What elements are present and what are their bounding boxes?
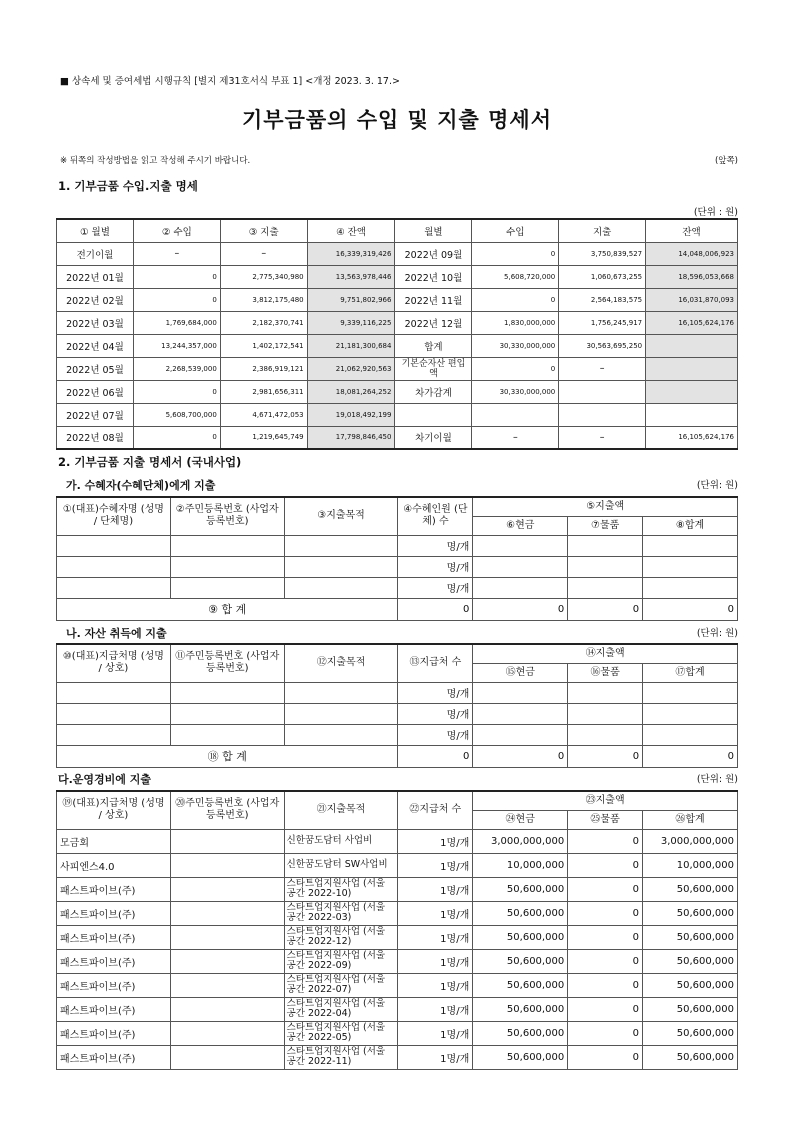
total-cell xyxy=(643,724,738,745)
amount-cell: 13,563,978,446 xyxy=(307,265,395,288)
payee-count-cell: 명/개 xyxy=(398,577,473,598)
cash-cell: 50,600,000 xyxy=(473,925,568,949)
cash-cell: 50,600,000 xyxy=(473,901,568,925)
payee-name-cell xyxy=(57,724,171,745)
amount-cell: 30,563,695,250 xyxy=(559,334,646,357)
purpose-cell: 스타트업지원사업 (서울 공간 2022-10) xyxy=(284,877,398,901)
purpose-cell xyxy=(284,556,398,577)
registration-number-cell xyxy=(170,556,284,577)
amount-cell: 9,339,116,225 xyxy=(307,311,395,334)
payee-name-cell: 패스트파이브(주) xyxy=(57,925,171,949)
amount-cell: 0 xyxy=(472,357,559,380)
amount-cell xyxy=(646,357,738,380)
total-cell: 50,600,000 xyxy=(643,901,738,925)
payee-name-cell xyxy=(57,556,171,577)
cash-cell: 10,000,000 xyxy=(473,853,568,877)
cash-cell: 50,600,000 xyxy=(473,997,568,1021)
cash-cell xyxy=(473,535,568,556)
purpose-cell xyxy=(284,724,398,745)
table-header-row xyxy=(57,219,738,242)
beneficiary-expense-table xyxy=(56,496,738,621)
total-cell: 50,600,000 xyxy=(643,1021,738,1045)
section1-title: 1. 기부금품 수입.지출 명세 xyxy=(58,179,198,193)
goods-cell: 0 xyxy=(568,997,643,1021)
registration-number-cell xyxy=(170,577,284,598)
asset-expense-table xyxy=(56,643,738,768)
month-cell: 합계 xyxy=(395,334,472,357)
total-value-cell: 0 xyxy=(643,598,738,620)
column-header: ② 수입 xyxy=(133,219,220,242)
cash-cell xyxy=(473,703,568,724)
payee-name-cell xyxy=(57,577,171,598)
amount-cell: 30,330,000,000 xyxy=(472,334,559,357)
column-header: 월별 xyxy=(395,219,472,242)
total-cell: 50,600,000 xyxy=(643,973,738,997)
amount-cell: 1,756,245,917 xyxy=(559,311,646,334)
purpose-cell xyxy=(284,535,398,556)
purpose-cell: 스타트업지원사업 (서울 공간 2022-09) xyxy=(284,949,398,973)
amount-cell: 30,330,000,000 xyxy=(472,380,559,403)
column-header: ① 월별 xyxy=(57,219,134,242)
payee-count-cell: 1명/개 xyxy=(398,877,473,901)
amount-cell: 21,062,920,563 xyxy=(307,357,395,380)
payee-count-cell: 1명/개 xyxy=(398,853,473,877)
cash-header: ⑮현금 xyxy=(473,663,568,682)
section-da-unit: (단위: 원) xyxy=(696,774,738,785)
amount-cell: 16,105,624,176 xyxy=(646,426,738,449)
cash-header: ⑥현금 xyxy=(473,516,568,535)
month-cell: 2022년 03월 xyxy=(57,311,134,334)
payee-name-cell: 패스트파이브(주) xyxy=(57,1021,171,1045)
cash-cell: 50,600,000 xyxy=(473,1021,568,1045)
goods-cell: 0 xyxy=(568,973,643,997)
section-na-unit: (단위: 원) xyxy=(696,628,738,639)
amount-cell: 0 xyxy=(133,265,220,288)
amount-cell: 5,608,720,000 xyxy=(472,265,559,288)
expense-amount-header: ㉓지출액 xyxy=(473,791,738,810)
table-header-row xyxy=(57,644,738,663)
column-header: 수입 xyxy=(472,219,559,242)
month-cell: 2022년 10월 xyxy=(395,265,472,288)
registration-number-cell xyxy=(170,853,284,877)
cash-cell xyxy=(473,556,568,577)
total-value-cell: 0 xyxy=(568,745,643,767)
purpose-cell: 신한꿈도담터 사업비 xyxy=(284,829,398,853)
table-row xyxy=(57,973,738,997)
total-cell: 50,600,000 xyxy=(643,925,738,949)
expense-amount-header: ⑤지출액 xyxy=(473,497,738,516)
total-header: ㉖합계 xyxy=(643,810,738,829)
total-cell: 50,600,000 xyxy=(643,949,738,973)
table-row xyxy=(57,1045,738,1069)
registration-number-cell xyxy=(170,829,284,853)
purpose-cell xyxy=(284,703,398,724)
registration-number-cell xyxy=(170,535,284,556)
goods-cell: 0 xyxy=(568,901,643,925)
purpose-cell xyxy=(284,682,398,703)
month-cell: 2022년 05월 xyxy=(57,357,134,380)
amount-cell: 2,775,340,980 xyxy=(220,265,307,288)
total-value-cell: 0 xyxy=(473,745,568,767)
payee-count-cell: 1명/개 xyxy=(398,1045,473,1069)
amount-cell: 14,048,006,923 xyxy=(646,242,738,265)
month-cell xyxy=(395,403,472,426)
payee-name-cell: 패스트파이브(주) xyxy=(57,997,171,1021)
amount-cell: 0 xyxy=(472,242,559,265)
month-cell: 2022년 01월 xyxy=(57,265,134,288)
table-row xyxy=(57,1021,738,1045)
amount-cell xyxy=(559,380,646,403)
amount-cell: 2,268,539,000 xyxy=(133,357,220,380)
payee-count-cell: 1명/개 xyxy=(398,829,473,853)
payee-count-cell: 1명/개 xyxy=(398,973,473,997)
cash-header: ㉔현금 xyxy=(473,810,568,829)
table-row xyxy=(57,877,738,901)
amount-cell: 1,830,000,000 xyxy=(472,311,559,334)
amount-cell: 16,031,870,093 xyxy=(646,288,738,311)
income-expense-table xyxy=(56,218,738,450)
table-row xyxy=(57,949,738,973)
goods-cell: 0 xyxy=(568,1021,643,1045)
amount-cell: 16,339,319,426 xyxy=(307,242,395,265)
table-row xyxy=(57,853,738,877)
payee-name-cell: 패스트파이브(주) xyxy=(57,1045,171,1069)
registration-number-cell xyxy=(170,724,284,745)
registration-number-cell xyxy=(170,997,284,1021)
goods-cell: 0 xyxy=(568,925,643,949)
payee-name-cell: 패스트파이브(주) xyxy=(57,877,171,901)
registration-number-cell xyxy=(170,703,284,724)
month-cell: 2022년 02월 xyxy=(57,288,134,311)
payee-count-cell: 1명/개 xyxy=(398,1021,473,1045)
payee-name-header: ①(대표)수혜자명 (성명 / 단체명) xyxy=(57,497,171,535)
goods-cell xyxy=(568,682,643,703)
amount-cell: 1,769,684,000 xyxy=(133,311,220,334)
payee-name-cell xyxy=(57,535,171,556)
cash-cell: 50,600,000 xyxy=(473,1045,568,1069)
cash-cell: 3,000,000,000 xyxy=(473,829,568,853)
payee-count-header: ㉒지급처 수 xyxy=(398,791,473,829)
amount-cell: – xyxy=(472,426,559,449)
month-cell: 2022년 11월 xyxy=(395,288,472,311)
table-row xyxy=(57,288,738,311)
table-header-row xyxy=(57,791,738,810)
amount-cell xyxy=(646,403,738,426)
registration-number-header: ⑪주민등록번호 (사업자등록번호) xyxy=(170,644,284,682)
payee-name-cell xyxy=(57,682,171,703)
amount-cell: 1,060,673,255 xyxy=(559,265,646,288)
purpose-cell: 스타트업지원사업 (서울 공간 2022-11) xyxy=(284,1045,398,1069)
purpose-header: ③지출목적 xyxy=(284,497,398,535)
month-cell: 전기이월 xyxy=(57,242,134,265)
payee-name-cell: 패스트파이브(주) xyxy=(57,949,171,973)
purpose-cell: 스타트업지원사업 (서울 공간 2022-12) xyxy=(284,925,398,949)
payee-name-cell: 사피엔스4.0 xyxy=(57,853,171,877)
table-row xyxy=(57,901,738,925)
goods-header: ⑯물품 xyxy=(568,663,643,682)
month-cell: 2022년 07월 xyxy=(57,403,134,426)
month-cell: 차기이월 xyxy=(395,426,472,449)
purpose-cell: 신한꿈도담터 SW사업비 xyxy=(284,853,398,877)
payee-count-cell: 명/개 xyxy=(398,682,473,703)
section-na-title: 나. 자산 취득에 지출 xyxy=(66,627,167,640)
total-cell: 3,000,000,000 xyxy=(643,829,738,853)
total-cell: 50,600,000 xyxy=(643,997,738,1021)
goods-cell: 0 xyxy=(568,829,643,853)
purpose-header: ⑫지출목적 xyxy=(284,644,398,682)
table-row xyxy=(57,242,738,265)
total-label: ⑨ 합 계 xyxy=(57,598,398,620)
amount-cell: 0 xyxy=(133,426,220,449)
total-cell xyxy=(643,535,738,556)
amount-cell: 5,608,700,000 xyxy=(133,403,220,426)
goods-cell: 0 xyxy=(568,1045,643,1069)
amount-cell xyxy=(472,403,559,426)
payee-count-cell: 1명/개 xyxy=(398,997,473,1021)
table-row xyxy=(57,556,738,577)
page-title: 기부금품의 수입 및 지출 명세서 xyxy=(242,108,552,132)
amount-cell: 3,750,839,527 xyxy=(559,242,646,265)
section-ga-title: 가. 수혜자(수혜단체)에게 지출 xyxy=(66,479,216,492)
goods-cell xyxy=(568,703,643,724)
total-cell xyxy=(643,556,738,577)
goods-cell xyxy=(568,724,643,745)
table-row xyxy=(57,997,738,1021)
table-row xyxy=(57,724,738,745)
registration-number-cell xyxy=(170,973,284,997)
total-cell xyxy=(643,682,738,703)
cash-cell: 50,600,000 xyxy=(473,973,568,997)
month-cell: 2022년 12월 xyxy=(395,311,472,334)
amount-cell: 9,751,802,966 xyxy=(307,288,395,311)
total-value-cell: 0 xyxy=(568,598,643,620)
form-header-line: ■ 상속세 및 증여세법 시행규칙 [별지 제31호서식 부표 1] <개정 2023. 3. 17.> xyxy=(60,76,400,87)
purpose-cell: 스타트업지원사업 (서울 공간 2022-07) xyxy=(284,973,398,997)
payee-count-header: ④수혜인원 (단체) 수 xyxy=(398,497,473,535)
month-cell: 2022년 06월 xyxy=(57,380,134,403)
total-row xyxy=(57,598,738,620)
amount-cell: – xyxy=(559,426,646,449)
total-cell xyxy=(643,703,738,724)
total-value-cell: 0 xyxy=(473,598,568,620)
amount-cell: 18,596,053,668 xyxy=(646,265,738,288)
cash-cell: 50,600,000 xyxy=(473,949,568,973)
amount-cell: – xyxy=(133,242,220,265)
cash-cell xyxy=(473,682,568,703)
month-cell: 2022년 08월 xyxy=(57,426,134,449)
amount-cell: 18,081,264,252 xyxy=(307,380,395,403)
section-ga-unit: (단위: 원) xyxy=(696,480,738,491)
purpose-cell: 스타트업지원사업 (서울 공간 2022-03) xyxy=(284,901,398,925)
payee-count-cell: 명/개 xyxy=(398,703,473,724)
column-header: ③ 지출 xyxy=(220,219,307,242)
section-da-title: 다.운영경비에 지출 xyxy=(58,773,152,786)
amount-cell xyxy=(646,380,738,403)
goods-cell: 0 xyxy=(568,853,643,877)
section1-unit: (단위 : 원) xyxy=(693,207,738,218)
table-row xyxy=(57,703,738,724)
table-row xyxy=(57,311,738,334)
payee-name-cell: 패스트파이브(주) xyxy=(57,901,171,925)
month-cell: 2022년 09월 xyxy=(395,242,472,265)
amount-cell: 19,018,492,199 xyxy=(307,403,395,426)
amount-cell: 0 xyxy=(133,288,220,311)
amount-cell: 2,981,656,311 xyxy=(220,380,307,403)
amount-cell: 1,219,645,749 xyxy=(220,426,307,449)
registration-number-cell xyxy=(170,949,284,973)
payee-count-cell: 명/개 xyxy=(398,724,473,745)
amount-cell: 4,671,472,053 xyxy=(220,403,307,426)
operating-expense-table xyxy=(56,790,738,1070)
table-row xyxy=(57,577,738,598)
total-cell: 50,600,000 xyxy=(643,1045,738,1069)
payee-count-header: ⑬지급처 수 xyxy=(398,644,473,682)
goods-header: ㉕물품 xyxy=(568,810,643,829)
payee-count-cell: 1명/개 xyxy=(398,949,473,973)
payee-count-cell: 1명/개 xyxy=(398,901,473,925)
amount-cell: 1,402,172,541 xyxy=(220,334,307,357)
table-row xyxy=(57,334,738,357)
column-header: 잔액 xyxy=(646,219,738,242)
payee-name-cell xyxy=(57,703,171,724)
column-header: 지출 xyxy=(559,219,646,242)
table-row xyxy=(57,925,738,949)
amount-cell: 2,182,370,741 xyxy=(220,311,307,334)
goods-cell xyxy=(568,535,643,556)
instruction-note: ※ 뒤쪽의 작성방법을 읽고 작성해 주시기 바랍니다. xyxy=(60,156,251,166)
table-row xyxy=(57,357,738,380)
table-header-row xyxy=(57,497,738,516)
amount-cell: 0 xyxy=(472,288,559,311)
total-value-cell: 0 xyxy=(643,745,738,767)
goods-cell: 0 xyxy=(568,949,643,973)
column-header: ④ 잔액 xyxy=(307,219,395,242)
amount-cell xyxy=(646,334,738,357)
goods-cell: 0 xyxy=(568,877,643,901)
total-header: ⑧합계 xyxy=(643,516,738,535)
total-value-cell: 0 xyxy=(398,745,473,767)
table-row xyxy=(57,535,738,556)
total-cell: 10,000,000 xyxy=(643,853,738,877)
total-row xyxy=(57,745,738,767)
payee-count-cell: 1명/개 xyxy=(398,925,473,949)
total-value-cell: 0 xyxy=(398,598,473,620)
month-cell: 차가감계 xyxy=(395,380,472,403)
payee-name-header: ⑲(대표)지급처명 (성명 / 상호) xyxy=(57,791,171,829)
cash-cell: 50,600,000 xyxy=(473,877,568,901)
expense-amount-header: ⑭지출액 xyxy=(473,644,738,663)
registration-number-header: ②주민등록번호 (사업자등록번호) xyxy=(170,497,284,535)
table-row xyxy=(57,380,738,403)
table-row xyxy=(57,426,738,449)
payee-count-cell: 명/개 xyxy=(398,556,473,577)
amount-cell: 0 xyxy=(133,380,220,403)
purpose-cell: 스타트업지원사업 (서울 공간 2022-04) xyxy=(284,997,398,1021)
registration-number-cell xyxy=(170,901,284,925)
amount-cell: 2,386,919,121 xyxy=(220,357,307,380)
table-row xyxy=(57,265,738,288)
amount-cell: 17,798,846,450 xyxy=(307,426,395,449)
amount-cell: 21,181,300,684 xyxy=(307,334,395,357)
amount-cell: – xyxy=(220,242,307,265)
month-cell: 기본순자산 편입액 xyxy=(395,357,472,380)
amount-cell: 13,244,357,000 xyxy=(133,334,220,357)
purpose-header: ㉑지출목적 xyxy=(284,791,398,829)
registration-number-cell xyxy=(170,925,284,949)
amount-cell: 2,564,183,575 xyxy=(559,288,646,311)
table-row xyxy=(57,403,738,426)
total-cell xyxy=(643,577,738,598)
purpose-cell xyxy=(284,577,398,598)
payee-name-cell: 패스트파이브(주) xyxy=(57,973,171,997)
cash-cell xyxy=(473,577,568,598)
table-row xyxy=(57,829,738,853)
payee-count-cell: 명/개 xyxy=(398,535,473,556)
registration-number-cell xyxy=(170,877,284,901)
registration-number-header: ⑳주민등록번호 (사업자등록번호) xyxy=(170,791,284,829)
amount-cell xyxy=(559,403,646,426)
amount-cell: 3,812,175,480 xyxy=(220,288,307,311)
payee-name-header: ⑩(대표)지급처명 (성명 / 상호) xyxy=(57,644,171,682)
table-row xyxy=(57,682,738,703)
payee-name-cell: 모금회 xyxy=(57,829,171,853)
amount-cell: – xyxy=(559,357,646,380)
goods-cell xyxy=(568,577,643,598)
goods-header: ⑦물품 xyxy=(568,516,643,535)
registration-number-cell xyxy=(170,1045,284,1069)
registration-number-cell xyxy=(170,1021,284,1045)
goods-cell xyxy=(568,556,643,577)
total-cell: 50,600,000 xyxy=(643,877,738,901)
front-page-label: (앞쪽) xyxy=(714,156,738,166)
amount-cell: 16,105,624,176 xyxy=(646,311,738,334)
purpose-cell: 스타트업지원사업 (서울 공간 2022-05) xyxy=(284,1021,398,1045)
month-cell: 2022년 04월 xyxy=(57,334,134,357)
section2-title: 2. 기부금품 지출 명세서 (국내사업) xyxy=(58,455,242,469)
cash-cell xyxy=(473,724,568,745)
registration-number-cell xyxy=(170,682,284,703)
total-header: ⑰합계 xyxy=(643,663,738,682)
total-label: ⑱ 합 계 xyxy=(57,745,398,767)
